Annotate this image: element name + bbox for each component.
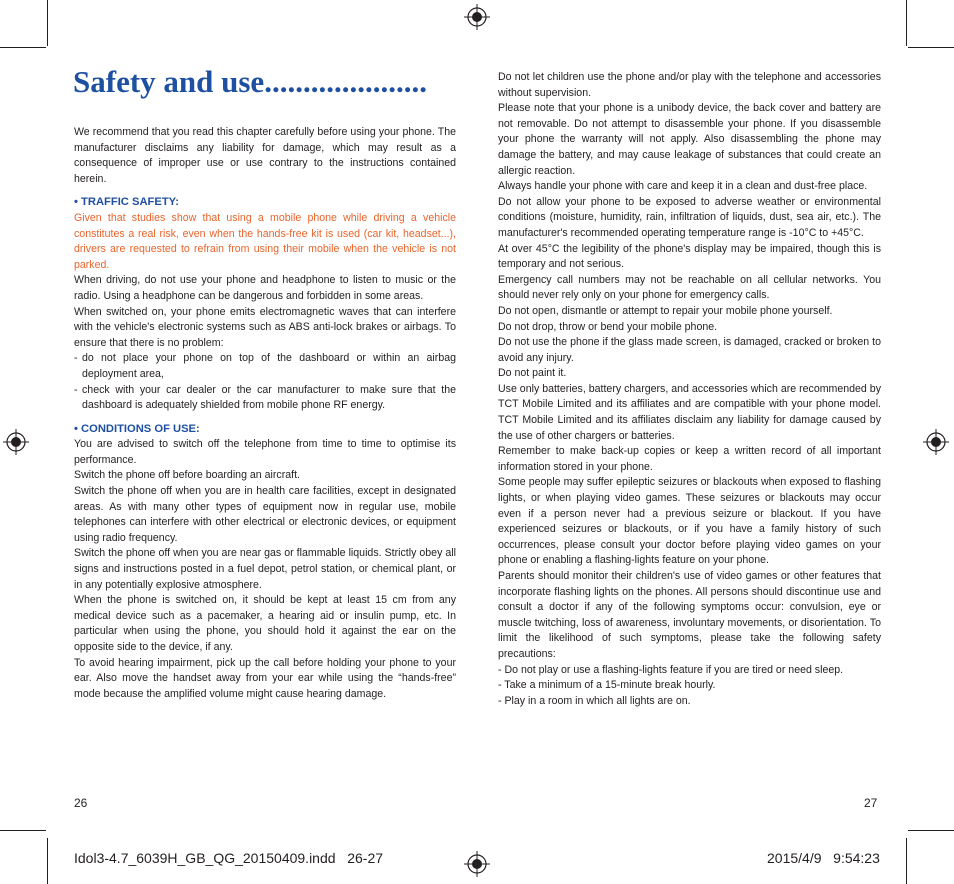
paragraph: When the phone is switched on, it should be kept at least 15 cm from any medical device such as a pacemaker, a hearing aid or insulin pump, etc. In particular when using the phone, you should hold it against the ear on the opposite side to the device, if any.: [74, 594, 456, 653]
crop-mark: [0, 47, 46, 48]
paragraph: To avoid hearing impairment, pick up the call before holding your phone to your ear. Also move the handset away from your ear while using the “hands-free” mode because the amplified volume might cause hearing damage.: [74, 656, 456, 700]
bullet-icon: •: [74, 196, 78, 209]
crop-mark: [908, 830, 954, 831]
paragraph: Do not allow your phone to be exposed to adverse weather or environmental conditions (moisture, humidity, rain, infiltration of liquids, dust, sea air, etc.). The manufacturer's recommended operating temperature range is -10°C to +45°C.: [498, 195, 881, 239]
registration-mark-icon: [464, 4, 490, 30]
page-number-right: 27: [864, 796, 878, 810]
list-item: - Take a minimum of a 15-minute break hourly.: [498, 679, 716, 692]
paragraph: Remember to make back-up copies or keep a written record of all important information stored in your phone.: [498, 445, 881, 473]
list-item-text: do not place your phone on top of the dashboard or within an airbag deployment area,: [82, 352, 456, 380]
heading-text: TRAFFIC SAFETY:: [81, 196, 180, 209]
paragraph: Switch the phone off when you are near gas or flammable liquids. Strictly obey all signs and instructions posted in a fuel depot, petrol station, or chemical plant, or in any potentially explosive atmosphere.: [74, 547, 456, 591]
paragraph: Please note that your phone is a unibody device, the back cover and battery are not removable. Do not attempt to disassemble your phone. If you disassemble your phone the warranty will not apply. Also disassembling the phone may damage the battery, and may cause leakage of substances that could create an allergic reaction.: [498, 102, 881, 177]
list-item: [74, 351, 456, 382]
list-dash: -: [74, 383, 78, 396]
list-item: - Play in a room in which all lights are on.: [498, 694, 691, 707]
paragraph: Do not let children use the phone and/or play with the telephone and accessories without supervision.: [498, 71, 881, 99]
left-column: [74, 125, 456, 702]
crop-mark: [47, 0, 48, 46]
crop-mark: [906, 0, 907, 46]
paragraph: Do not paint it.: [498, 367, 567, 380]
list-item: [74, 383, 456, 414]
intro-paragraph: We recommend that you read this chapter carefully before using your phone. The manufacturer disclaims any liability for damage, which may result as a consequence of improper use or use contrary to the instructions contained herein.: [74, 126, 456, 185]
paragraph: At over 45°C the legibility of the phone's display may be impaired, though this is temporary and not serious.: [498, 242, 881, 271]
paragraph: You are advised to switch off the telephone from time to time to optimise its performance.: [74, 438, 456, 466]
paragraph: Do not drop, throw or bend your mobile phone.: [498, 320, 718, 333]
paragraph: When driving, do not use your phone and headphone to listen to music or the radio. Using a headphone can be dangerous and forbidden in some areas.: [74, 274, 456, 302]
page-title: Safety and use.....................: [73, 64, 427, 99]
right-column: [498, 70, 881, 709]
paragraph: Use only batteries, battery chargers, and accessories which are recommended by TCT Mobile Limited and its affiliates and are compatible with your phone model. TCT Mobile Limited and its affiliates disclaim any liability for damage caused by the use of other chargers or batteries.: [498, 382, 881, 442]
list-item: - Do not play or use a flashing-lights feature if you are tired or need sleep.: [498, 663, 844, 676]
registration-mark-icon: [464, 851, 490, 877]
slug-filename: Idol3-4.7_6039H_GB_QG_20150409.indd 26-27: [74, 850, 384, 866]
paragraph: Do not use the phone if the glass made screen, is damaged, cracked or broken to avoid any injury.: [498, 336, 881, 364]
registration-mark-icon: [923, 429, 949, 455]
crop-mark: [908, 47, 954, 48]
paragraph: Emergency call numbers may not be reachable on all cellular networks. You should never rely only on your phone for emergency calls.: [498, 273, 881, 302]
paragraph: Do not open, dismantle or attempt to repair your mobile phone yourself.: [498, 304, 833, 317]
paragraph: Always handle your phone with care and keep it in a clean and dust-free place.: [498, 180, 868, 193]
bullet-icon: •: [74, 422, 78, 435]
crop-mark: [906, 838, 907, 884]
paragraph: Parents should monitor their children's use of video games or other features that incorporate flashing lights on the phones. All persons should discontinue use and consult a doctor if any of the following symptoms occur: convulsion, eye or muscle twitching, loss of awareness, involuntary movements, or disorientation. To limit the likelihood of such symptoms, please take the following safety precautions:: [498, 570, 881, 660]
section-heading-conditions-of-use: [74, 422, 456, 438]
paragraph: Switch the phone off before boarding an aircraft.: [74, 469, 300, 482]
registration-mark-icon: [3, 429, 29, 455]
paragraph: Some people may suffer epileptic seizures or blackouts when exposed to flashing lights, or when playing video games. These seizures or blackouts may occur even if a person never had a previous seizure or blackout. If you have experienced seizures or blackouts, or if you have a family history of such occurrences, please consult your doctor before playing video games on your phone or enabling a flashing-lights feature on your phone.: [498, 476, 881, 567]
slug-timestamp: 2015/4/9 9:54:23: [767, 850, 880, 866]
crop-mark: [47, 838, 48, 884]
section-heading-traffic-safety: [74, 195, 456, 211]
heading-text: CONDITIONS OF USE:: [81, 422, 200, 435]
paragraph: Switch the phone off when you are in health care facilities, except in designated areas. As with many other types of equipment now in regular use, mobile telephones can interfere with other electrical or electronic devices, or equipment using radio frequency.: [74, 485, 456, 544]
crop-mark: [0, 830, 46, 831]
list-item-text: check with your car dealer or the car manufacturer to make sure that the dashboard is adequately shielded from mobile phone RF energy.: [82, 383, 456, 412]
page-number-left: 26: [74, 796, 88, 810]
highlight-paragraph: Given that studies show that using a mobile phone while driving a vehicle constitutes a real risk, even when the hands-free kit is used (car kit, headset...), drivers are requested to refrain from using their mobile when the vehicle is not parked.: [74, 211, 456, 271]
paragraph: When switched on, your phone emits electromagnetic waves that can interfere with the vehicle's electronic systems such as ABS anti-lock brakes or airbags. To ensure that there is no problem:: [74, 305, 456, 349]
list-dash: -: [74, 352, 78, 365]
